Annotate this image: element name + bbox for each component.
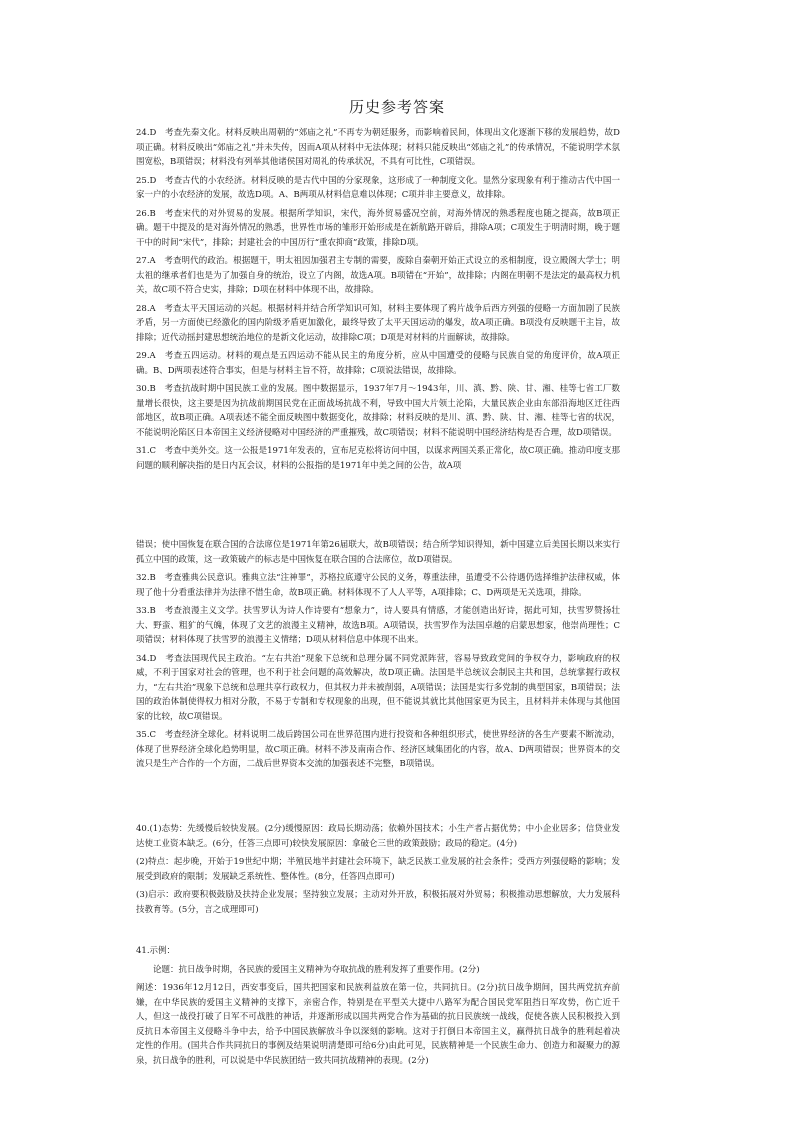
page-title: 历史参考答案 xyxy=(348,98,445,116)
answer-29: 29.A 考查五四运动。材料的观点是五四运动不能从民主的角度分析，应从中国遭受的侵略与民族自觉的角度评价，故A项正确。B、D两项表述符合事实，但是与材料主旨不符，故排除；C项说法错误，故排除。 xyxy=(136,351,620,376)
answer-40 xyxy=(136,822,620,921)
answer-28: 28.A 考查太平天国运动的兴起。根据材料并结合所学知识可知，材料主要体现了鸦片战争后西方列强的侵略一方面加剧了民族矛盾，另一方面使已经激化的国内阶级矛盾更加激化，最终导致了太平天国运动的爆发，故A项正确。B项没有反映题干主旨，故排除；近代动摇封建思想统治地位的是新文化运动，故排除C项；D项是对材料的片面解读，故排除。 xyxy=(136,303,620,343)
answer-27: 27.A 考查明代的政治。根据题干，明太祖因加强君主专制的需要，废除自秦朝开始正式设立的丞相制度，设立殿阁大学士；明太祖的继承者们也是为了加强自身的统治，设立了内阁，故选A项。B项错在“开始”，故排除；内阁在明朝不是法定的最高权力机关，故C项不符合史实，排除；D项在材料中体现不出，故排除。 xyxy=(136,256,620,295)
answer-40-part1: 40.(1)态势：先缓慢后较快发展。(2分)缓慢原因：政局长期动荡；依赖外国技术；小生产者占据优势；中小企业居多；信贷业发达使工业资本缺乏。(6分，任答三点即可)较快发展原因：拿破仑三世的政策鼓励；政局的稳定。(4分) xyxy=(136,824,620,849)
answer-31-continued: 错误；使中国恢复在联合国的合法席位是1971年第26届联大，故B项错误；结合所学知识得知，新中国建立后美国长期以来实行孤立中国的政策，这一政策破产的标志是中国恢复在联合国的合法席位，故D项错误。 xyxy=(136,540,620,565)
upper-answers xyxy=(136,126,620,477)
answer-40-part2: (2)特点：起步晚，开始于19世纪中期；半殖民地半封建社会环境下，缺乏民族工业发展的社会条件；受西方列强侵略的影响；发展受到政府的限制；发展缺乏系统性、整体性。(8分，任答四点即可) xyxy=(136,857,620,882)
answer-26: 26.B 考查宋代的对外贸易的发展。根据所学知识，宋代，海外贸易盛况空前，对海外情况的熟悉程度也随之提高，故B项正确。题干中提及的是对海外情况的熟悉，世界性市场的雏形开始形成是在新航路开辟后，排除A项；C项发生于明清时期，晚于题干中的时间“宋代”，排除；封建社会的中国历行“重农抑商”政策，排除D项。 xyxy=(136,208,620,248)
answer-34: 34.D 考查法国现代民主政治。“左右共治”现象下总统和总理分属不同党派阵营，容易导致政党间的争权夺力，影响政府的权威，不利于国家对社会的管理，也不利于社会问题的高效解决，故D项正确。法国是半总统议会制民主共和国，总统掌握行政权力，“左右共治”现象下总统和总理共享行政权力，但其权力并未被削弱，A项错误；法国是实行多党制的典型国家，B项错误；法国的政治体制使得权力相对分散，不易于专制和专权现象的出现，但不能说其就比其他国家更为民主，且材料并未体现与其他国家的比较，故C项错误。 xyxy=(136,653,620,722)
answer-35: 35.C 考查经济全球化。材料说明二战后跨国公司在世界范围内进行投资和各种组织形式，使世界经济的各生产要素不断流动，体现了世界经济全球化趋势明显，故C项正确。材料不涉及南南合作、经济区域集团化的内容，故A、D两项错误；世界资本的交流只是生产合作的一个方面，二战后世界资本交流的加强表述不完整，B项错误。 xyxy=(136,730,620,769)
answer-41-body: 阐述：1936年12月12日，西安事变后，国共把国家和民族利益放在第一位，共同抗日。(2分)抗日战争期间，国共两党抗弃前嫌，在中华民族的爱国主义精神的支撑下，亲密合作，特别是在平型关大捷中八路军为配合国民党军阻挡日军攻势，伤亡近千人，但这一战役打破了日军不可战胜的神话，并逐渐形成以国共两党合作为基础的抗日民族统一战线，促使各族人民积极投入到反抗日本帝国主义侵略斗争中去，给予中国民族解放斗争以深刻的影响。这对于打倒日本帝国主义，赢得抗日战争的胜利起着决定性的作用。(国共合作共同抗日的事例及结果说明清楚即可给6分)由此可见，民族精神是一个民族生命力、创造力和凝聚力的源泉，抗日战争的胜利，可以说是中华民族团结一致共同抗战精神的表现。(2分) xyxy=(136,983,620,1066)
answer-41-thesis: 论题：抗日战争时期，各民族的爱国主义精神为夺取抗战的胜利发挥了重要作用。(2分) xyxy=(153,964,480,975)
answer-31: 31.C 考查中美外交。这一公报是1971年发表的，宣布尼克松将访问中国，以谋求两国关系正常化，故C项正确。推动印度支那问题的顺利解决指的是日内瓦会议，材料的公报指的是1971年中美之间的公告，故A项 xyxy=(136,446,620,471)
answer-40-part3: (3)启示：政府要积极鼓励及扶持企业发展；坚持独立发展；主动对外开放，积极拓展对外贸易；积极推动思想解放，大力发展科技教育等。(5分，言之成理即可) xyxy=(136,890,620,915)
lower-answers xyxy=(136,538,620,776)
answer-33: 33.B 考查浪漫主义文学。扶雪罗认为诗人作诗要有“想象力”，诗人要具有情感，才能创造出好诗，据此可知，扶雪罗赞扬壮大、野蛮、粗犷的气魄，体现了文艺的浪漫主义精神，故选B项。A项错误，扶雪罗作为法国卓越的启蒙思想家，他崇尚理性；C项错误；材料体现了扶雪罗的浪漫主义情绪；D项从材料信息中体现不出来。 xyxy=(136,606,620,645)
answer-32: 32.B 考查雅典公民意识。雅典立法“注神罪”，苏格拉底遵守公民的义务，尊重法律，虽遭受不公待遇仍选择维护法律权威，体现了他十分看重法律并为法律不惜生命，故B项正确。材料体现不了人人平等，A项排除；C、D两项是无关选项，排除。 xyxy=(136,573,620,598)
answer-24: 24.D 考查先秦文化。材料反映出周朝的“郊庙之礼”不再专为朝廷服务，而影响着民间，体现出文化逐渐下移的发展趋势，故D项正确。材料反映出“郊庙之礼”并未失传，因而A项从材料中无法体现；材料只能反映出“郊庙之礼”的传承情况，不能说明学术氛围宽松，B项错误；材料没有列举其他诸侯国对周礼的传承状况，不具有可比性，C项错误。 xyxy=(136,128,620,167)
answer-41-label: 41.示例： xyxy=(136,946,176,956)
answer-41 xyxy=(136,944,620,1072)
answer-25: 25.D 考查古代的小农经济。材料反映的是古代中国的分家现象，这形成了一种制度文化。显然分家现象有利于推动古代中国一家一户的小农经济的发展，故选D项。A、B两项从材料信息难以体现；C项并非主要意义，故排除。 xyxy=(136,175,620,200)
answer-30: 30.B 考查抗战时期中国民族工业的发展。图中数据显示，1937年7月～1943年，川、滇、黔、陕、甘、湘、桂等七省工厂数量增长很快，这主要是因为抗战前期国民党在正面战场抗战不利，导致中国大片领土沦陷，大量民族企业由东部沿海地区迁往西部地区，故B项正确。A项表述不能全面反映图中数据变化，故排除；材料反映的是川、滇、黔、陕、甘、湘、桂等七省的状况，不能说明沦陷区日本帝国主义经济侵略对中国经济的严重摧残，故C项错误；材料不能说明中国经济结构是否合理，故D项错误。 xyxy=(136,384,620,438)
